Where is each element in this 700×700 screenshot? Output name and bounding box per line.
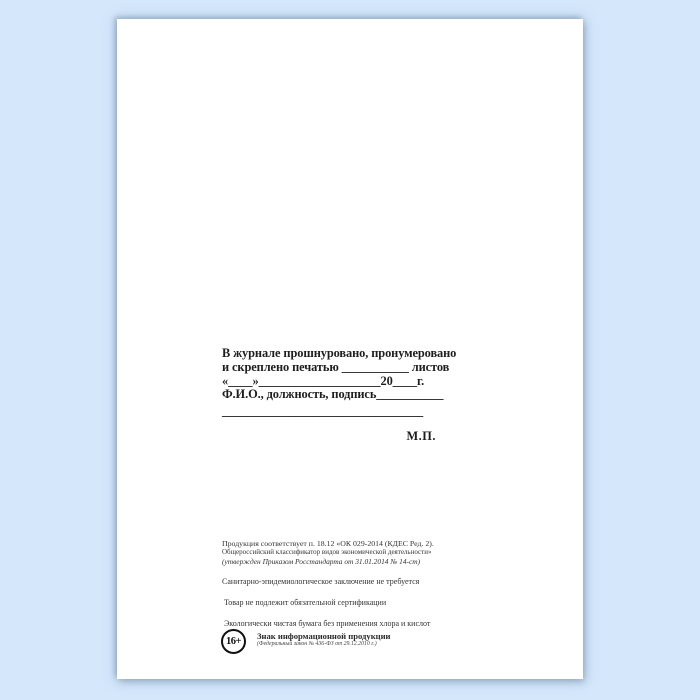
eco-paper-statement: Экологически чистая бумага без применения хлора и кислот xyxy=(224,618,431,628)
lacing-certification-block xyxy=(222,346,457,444)
certification-statement: Товар не подлежит обязательной сертификации xyxy=(224,597,387,607)
age-rating-block xyxy=(221,629,391,654)
sanitary-statement: Санитарно-эпидемиологическое заключение не требуется xyxy=(222,576,420,586)
journal-back-page xyxy=(117,19,583,679)
seal-place-label: М.П. xyxy=(406,428,436,443)
compliance-block xyxy=(222,539,462,628)
product-compliance-line-3: (утвержден Приказом Росстандарта от 31.01.2014 № 14-ст) xyxy=(222,556,421,566)
age-rating-title: Знак информационной продукции xyxy=(257,631,391,641)
product-compliance-line-2: Общероссийский классификатор видов экономической деятельности» xyxy=(222,548,432,556)
age-rating-law-note: (Федеральный закон № 436-ФЗ от 29.12.2010 г.) xyxy=(257,641,377,647)
age-rating-16-icon: 16+ xyxy=(221,629,246,654)
stamp-line-3: «____»____________________20____г. xyxy=(222,373,425,388)
stamp-line-5: _________________________________ xyxy=(222,404,424,419)
age-rating-text xyxy=(257,631,391,648)
stamp-line-4: Ф.И.О., должность, подпись___________ xyxy=(222,387,444,402)
product-compliance-line-1: Продукция соответствует п. 18.12 «ОК 029-2014 (КДЕС Ред. 2). xyxy=(222,539,434,548)
stamp-line-2: и скреплено печатью ___________ листов xyxy=(222,359,450,374)
stamp-line-1: В журнале прошнуровано, пронумеровано xyxy=(222,346,457,360)
